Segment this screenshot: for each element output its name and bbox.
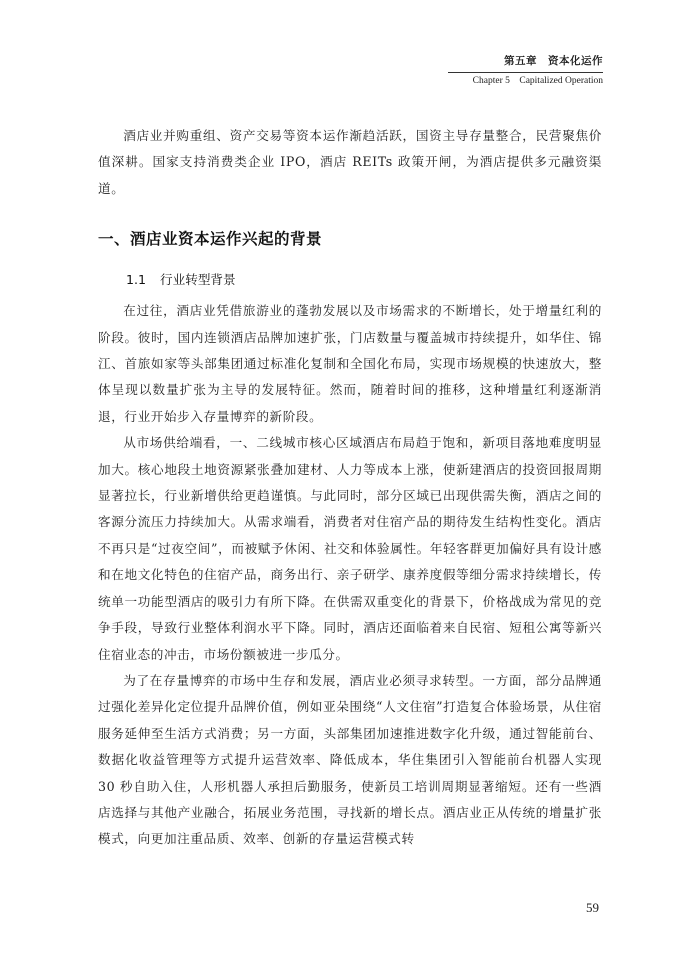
subsection-title: 行业转型背景 bbox=[160, 272, 236, 288]
chapter-title-en: Chapter 5 Capitalized Operation bbox=[472, 76, 603, 86]
section-heading: 一、酒店业资本运作兴起的背景 bbox=[98, 230, 323, 249]
running-header bbox=[504, 54, 603, 68]
subsection-heading bbox=[126, 270, 602, 290]
page-number: 59 bbox=[586, 900, 599, 915]
body-paragraph-3: 为了在存量博弈的市场中生存和发展，酒店业必须寻求转型。一方面，部分品牌通过强化差异化定位提升品牌价值，例如亚朵围绕“人文住宿”打造复合体验场景，从住宿服务延伸至生活方式消费；另一方面，头部集团加速推进数字化升级，通过智能前台、数据化收益管理等方式提升运营效率、降低成本，华住集团引入智能前台机器人实现 30 秒自助入住，人形机器人承担后勤服务，使新员工培训周期显著缩短。还有一些酒店选择与其他产业融合，拓展业务范围，寻找新的增长点。酒店业正从传统的增量扩张模式，向更加注重品质、效率、创新的存量运营模式转 bbox=[98, 672, 602, 847]
chapter-title-cn: 第五章 资本化运作 bbox=[504, 55, 603, 67]
body-paragraph-2: 从市场供给端看，一、二线城市核心区域酒店布局趋于饱和，新项目落地难度明显加大。核心地段土地资源紧张叠加建材、人力等成本上涨，使新建酒店的投资回报周期显著拉长，行业新增供给更趋谨慎。与此同时，部分区域已出现供需失衡，酒店之间的客源分流压力持续加大。从需求端看，消费者对住宿产品的期待发生结构性变化。酒店不再只是“过夜空间”，而被赋予休闲、社交和体验属性。年轻客群更加偏好具有设计感和在地文化特色的住宿产品，商务出行、亲子研学、康养度假等细分需求持续增长，传统单一功能型酒店的吸引力有所下降。在供需双重变化的背景下，价格战成为常见的竞争手段，导致行业整体利润水平下降。同时，酒店还面临着来自民宿、短租公寓等新兴住宿业态的冲击，市场份额被进一步瓜分。 bbox=[98, 435, 602, 662]
subsection-number: 1.1 bbox=[126, 272, 147, 288]
header-divider bbox=[448, 72, 603, 73]
intro-paragraph: 酒店业并购重组、资产交易等资本运作渐趋活跃，国资主导存量整合，民营聚焦价值深耕。国家支持消费类企业 IPO，酒店 REITs 政策开闸，为酒店提供多元融资渠道。 bbox=[98, 128, 602, 196]
page-body bbox=[98, 123, 602, 853]
body-paragraph-1: 在过往，酒店业凭借旅游业的蓬勃发展以及市场需求的不断增长，处于增量红利的阶段。彼时，国内连锁酒店品牌加速扩张，门店数量与覆盖城市持续提升，如华住、锦江、首旅如家等头部集团通过标准化复制和全国化布局，实现市场规模的快速放大，整体呈现以数量扩张为主导的发展特征。然而，随着时间的推移，这种增量红利逐渐消退，行业开始步入存量博弈的新阶段。 bbox=[98, 303, 602, 424]
